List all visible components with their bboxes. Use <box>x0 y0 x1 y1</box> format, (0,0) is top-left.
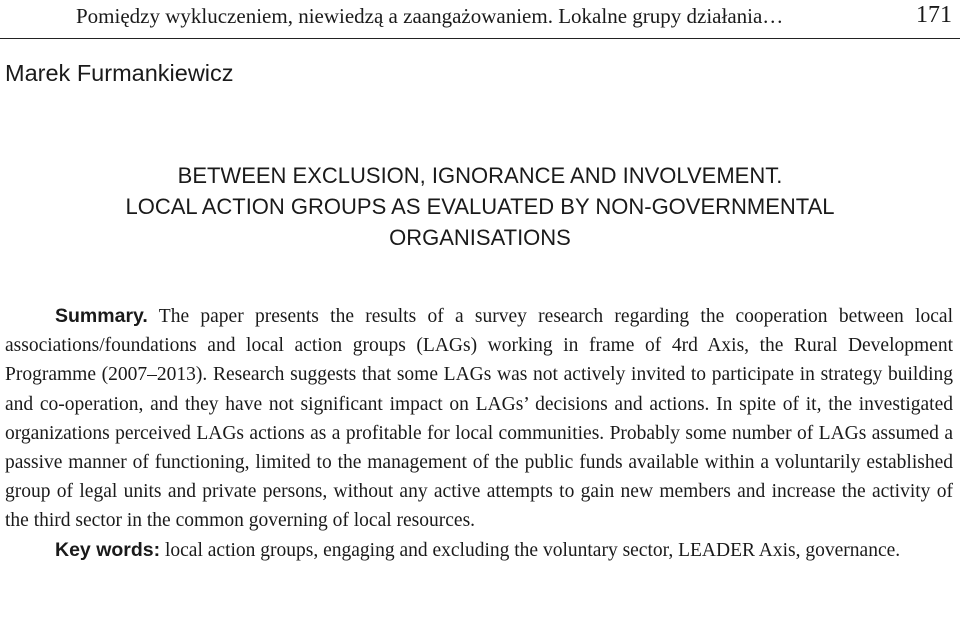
keywords-paragraph <box>5 536 953 565</box>
author-name: Marek Furmankiewicz <box>5 60 234 86</box>
title-line: BETWEEN EXCLUSION, IGNORANCE AND INVOLVEMENT. <box>177 163 783 188</box>
keywords-label: Key words: <box>55 538 161 561</box>
summary-text: The paper presents the results of a survey research regarding the cooperation between local associations/foundations and local action groups (LAGs) working in frame of 4rd Axis, the Rural Development Programme (2007–2013). Research suggests that some LAGs was not actively invited to participate in strategy building and co-operation, and they have not significant impact on LAGs’ decisions and actions. In spite of it, the investigated organizations perceived LAGs actions as a profitable for local communities. Probably some number of LAGs assumed a passive manner of functioning, limited to the management of the public funds available within a voluntarily established group of legal units and private persons, without any active attempts to gain new members and increase the activity of the third sector in the common governing of local resources. <box>5 306 953 532</box>
page-number: 171 <box>916 2 952 28</box>
running-title: Pomiędzy wykluczeniem, niewiedzą a zaangażowaniem. Lokalne grupy działania… <box>76 4 784 28</box>
article-title <box>0 160 960 253</box>
summary-paragraph <box>5 302 953 536</box>
page-header <box>0 0 960 39</box>
keywords-text: local action groups, engaging and excluding the voluntary sector, LEADER Axis, governance. <box>160 539 901 561</box>
summary-label: Summary. <box>55 305 148 327</box>
title-line: ORGANISATIONS <box>389 225 571 250</box>
abstract <box>5 302 953 565</box>
title-line: LOCAL ACTION GROUPS AS EVALUATED BY NON-GOVERNMENTAL <box>125 194 835 219</box>
